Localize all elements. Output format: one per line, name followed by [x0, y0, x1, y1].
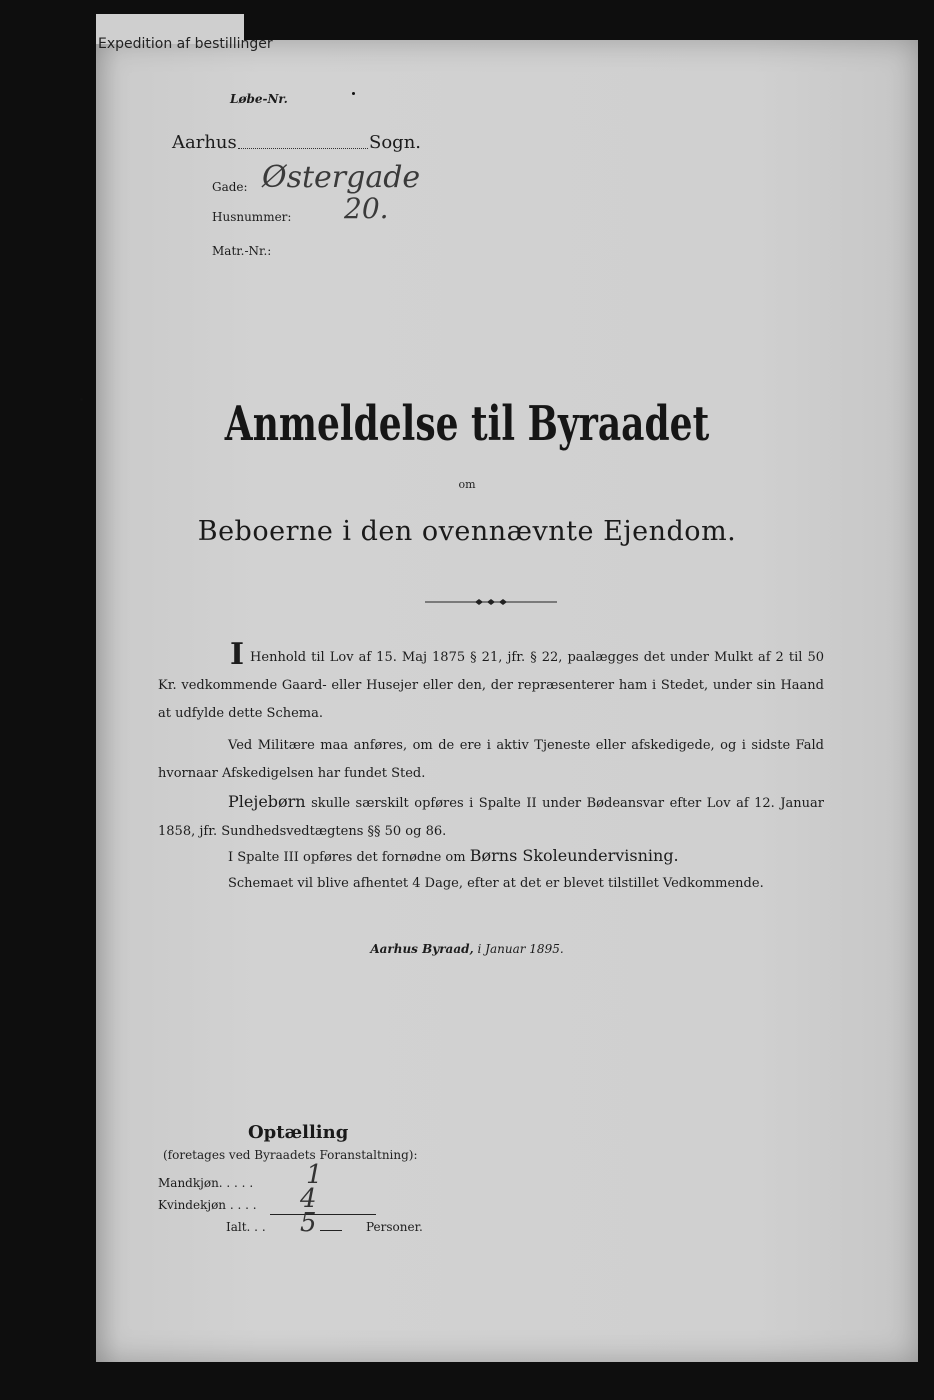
- personer-label: Personer.: [366, 1220, 423, 1234]
- mandkjon-value: 1: [306, 1160, 323, 1190]
- drop-cap: I: [230, 637, 245, 672]
- kvindekjon-label: Kvindekjøn . . . .: [158, 1198, 257, 1212]
- mandkjon-label: Mandkjøn. . . . .: [158, 1176, 254, 1190]
- om-word: om: [458, 478, 476, 491]
- city-label: Aarhus: [172, 132, 237, 153]
- document-title: Anmeldelse til Byraadet: [224, 396, 710, 452]
- ialt-label: Ialt. . .: [226, 1220, 266, 1234]
- sogn-label: Sogn.: [369, 132, 422, 153]
- sogn-line: [238, 148, 368, 149]
- paragraph-3: [158, 788, 824, 846]
- signature-line: [0, 942, 934, 956]
- optaelling-title: Optælling: [248, 1122, 349, 1143]
- optaelling-subtitle: (foretages ved Byraadets Foranstaltning):: [163, 1148, 418, 1162]
- gade-value: Østergade: [262, 160, 421, 195]
- paragraph-4: [158, 842, 824, 872]
- document-subtitle: Beboerne i den ovennævnte Ejendom.: [197, 516, 737, 547]
- paragraph-3-text: skulle særskilt opføres i Spalte II under Bødeansvar efter Lov af 12. Januar 1858, jfr. Sundhedsvedtægtens §§ 50 og 86.: [158, 796, 824, 839]
- lobe-nr-label: Løbe-Nr.: [230, 92, 288, 106]
- kvindekjon-value: 4: [300, 1184, 317, 1214]
- signature-date: i Januar 1895.: [477, 942, 564, 956]
- ink-speck: [352, 92, 355, 95]
- borns-skoleundervisning: Børns Skoleundervisning.: [469, 846, 679, 865]
- husnummer-label: Husnummer:: [212, 210, 292, 224]
- paragraph-4-text: I Spalte III opføres det fornødne om: [228, 850, 466, 865]
- husnummer-value: 20.: [344, 192, 389, 225]
- paragraph-5-text: Schemaet vil blive afhentet 4 Dage, efter at det er blevet tilstillet Vedkommende.: [228, 876, 764, 891]
- paper-tab: [96, 14, 273, 52]
- paragraph-2-text: Ved Militære maa anføres, om de ere i aktiv Tjeneste eller afskedigede, og i sidste Fald hvornaar Afskedigelsen har fundet Sted.: [158, 738, 824, 781]
- ornament-divider: [425, 597, 557, 607]
- signature-city: Aarhus Byraad,: [370, 942, 474, 956]
- sum-rule: [270, 1214, 376, 1215]
- ink-speck: [80, 398, 83, 401]
- plejeborn-lead: Plejebørn: [228, 792, 306, 811]
- ialt-dash: [320, 1230, 342, 1231]
- paragraph-1-text: Henhold til Lov af 15. Maj 1875 § 21, jfr. § 22, paalægges det under Mulkt af 2 til 50 Kr. vedkommende Gaard- eller Husejer eller den, der repræsenterer ham i Stedet, under sin Haand at udfylde dette Schema.: [158, 650, 824, 721]
- paragraph-1: [158, 637, 824, 728]
- matr-label: Matr.-Nr.:: [212, 244, 272, 258]
- ialt-value: 5: [300, 1208, 317, 1238]
- gade-label: Gade:: [212, 180, 248, 194]
- tab-label: Expedition af bestillinger: [98, 36, 273, 52]
- paragraph-5: [158, 870, 824, 898]
- paragraph-2: [158, 732, 824, 788]
